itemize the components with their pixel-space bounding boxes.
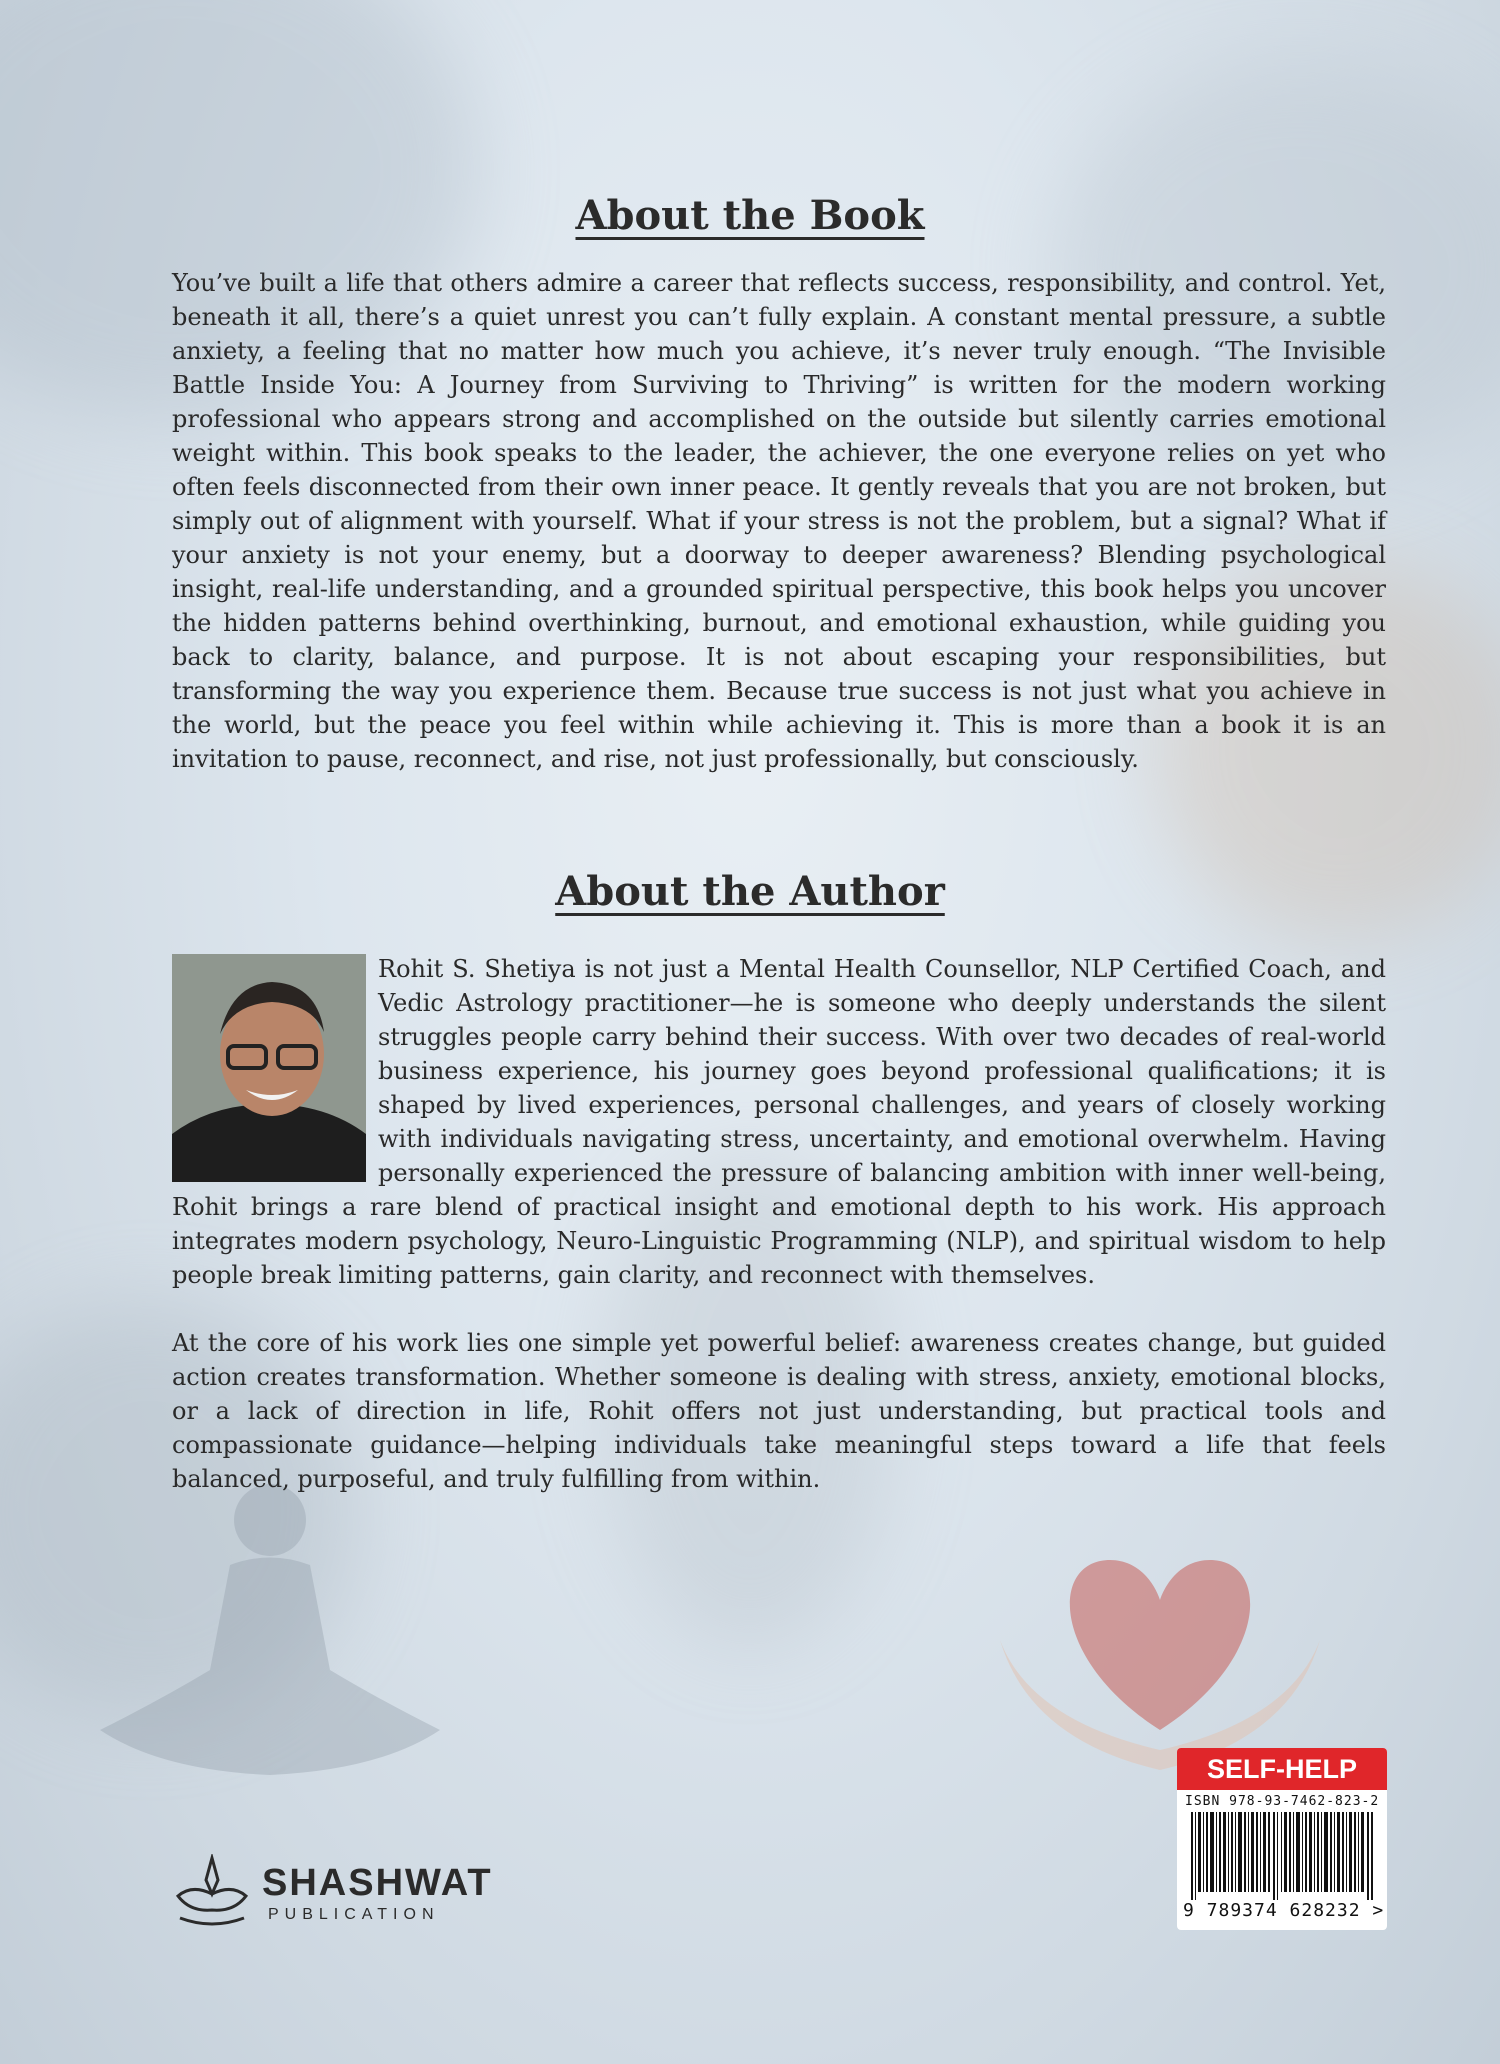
author-photo (172, 954, 366, 1182)
about-book-heading: About the Book (575, 192, 925, 239)
lotus-logo-icon (172, 1854, 252, 1930)
isbn-label: ISBN 978-93-7462-823-2 (1185, 1794, 1380, 1809)
isbn-barcode-box (1177, 1748, 1387, 1930)
genre-badge: SELF-HELP (1177, 1748, 1387, 1790)
publisher-name: SHASHWAT (262, 1862, 493, 1904)
about-author-heading: About the Author (555, 868, 945, 915)
barcode-icon (1191, 1812, 1375, 1900)
publisher-logo (172, 1850, 512, 1930)
book-description: You’ve built a life that others admire a career that reflects success, responsibility, and control. Yet, beneath it all, there’s a quiet unrest you can’t fully explain. A constant mental pressure, a subtle anxiety, a feeling that no matter how much you achieve, it’s never truly enough. “The Invisible Battle Inside You: A Journey from Surviving to Thriving” is written for the modern working professional who appears strong and accomplished on the outside but silently carries emotional weight within. This book speaks to the leader, the achiever, the one everyone relies on yet who often feels disconnected from their own inner peace. It gently reveals that you are not broken, but simply out of alignment with yourself. What if your stress is not the problem, but a signal? What if your anxiety is not your enemy, but a doorway to deeper awareness? Blending psychological insight, real-life understanding, and a grounded spiritual perspective, this book helps you uncover the hidden patterns behind overthinking, burnout, and emotional exhaustion, while guiding you back to clarity, balance, and purpose. It is not about escaping your responsibilities, but transforming the way you experience them. Because true success is not just what you achieve in the world, but the peace you feel within while achieving it. This is more than a book it is an invitation to pause, reconnect, and rise, not just professionally, but consciously. (172, 269, 1386, 773)
author-bio-1: Rohit S. Shetiya is not just a Mental Health Counsellor, NLP Certified Coach, and Vedic Astrology practitioner—he is someone who deeply understands the silent struggles people carry behind their success. With over two decades of real-world business experience, his journey goes beyond professional qualifications; it is shaped by lived experiences, personal challenges, and years of closely working with individuals navigating stress, uncertainty, and emotional overwhelm. Having personally experienced the pressure of balancing ambition with inner well-being, Rohit brings a rare blend of practical insight and emotional depth to his work. His approach integrates modern psychology, Neuro-Linguistic Programming (NLP), and spiritual wisdom to help people break limiting patterns, gain clarity, and reconnect with themselves. (172, 955, 1386, 1289)
author-bio-2: At the core of his work lies one simple yet powerful belief: awareness creates change, but guided action creates transformation. Whether someone is dealing with stress, anxiety, emotional blocks, or a lack of direction in life, Rohit offers not just understanding, but practical tools and compassionate guidance—helping individuals take meaningful steps toward a life that feels balanced, purposeful, and truly fulfilling from within. (172, 1329, 1386, 1493)
heart-hands-icon (990, 1520, 1330, 1780)
barcode-digits: 9 789374 628232 > (1183, 1900, 1385, 1921)
meditation-silhouette-icon (80, 1470, 460, 1790)
publisher-subtitle: PUBLICATION (268, 1906, 440, 1923)
author-section (172, 952, 1386, 1496)
